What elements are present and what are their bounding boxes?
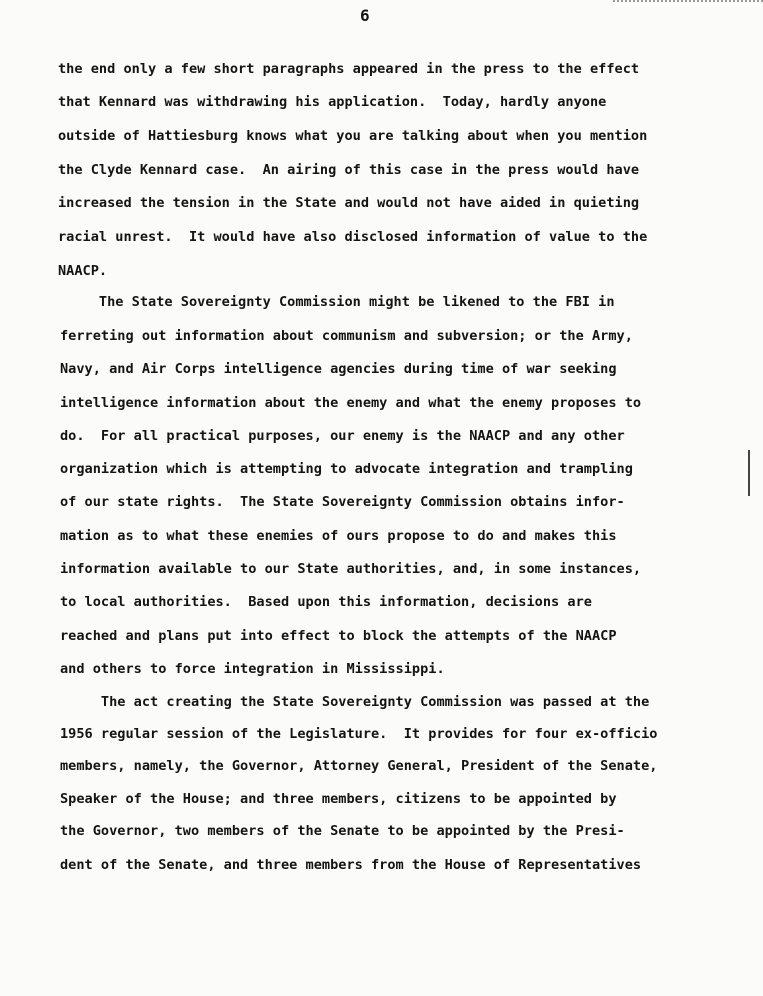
text-line: NAACP. — [58, 263, 108, 279]
text-line: racial unrest. It would have also disclosed information of value to the — [58, 229, 648, 245]
text-line: that Kennard was withdrawing his application. Today, hardly anyone — [58, 94, 607, 110]
text-line: reached and plans put into effect to block the attempts of the NAACP — [60, 628, 617, 644]
text-line: information available to our State authorities, and, in some instances, — [60, 561, 642, 577]
text-line: The act creating the State Sovereignty Commission was passed at the — [60, 694, 650, 710]
margin-mark — [748, 450, 750, 496]
top-edge-dots — [613, 0, 763, 8]
text-line: the Governor, two members of the Senate to be appointed by the Presi- — [60, 823, 625, 839]
text-line: 1956 regular session of the Legislature. It provides for four ex-officio — [60, 726, 658, 742]
text-line: organization which is attempting to advocate integration and trampling — [60, 461, 633, 477]
text-line: do. For all practical purposes, our enemy is the NAACP and any other — [60, 428, 625, 444]
text-line: ferreting out information about communism and subversion; or the Army, — [60, 328, 633, 344]
text-line: the end only a few short paragraphs appeared in the press to the effect — [58, 61, 640, 77]
text-line: Navy, and Air Corps intelligence agencies during time of war seeking — [60, 361, 617, 377]
text-line: outside of Hattiesburg knows what you are talking about when you mention — [58, 128, 648, 144]
text-line: Speaker of the House; and three members, citizens to be appointed by — [60, 791, 617, 807]
text-line: intelligence information about the enemy and what the enemy proposes to — [60, 395, 642, 411]
text-line: increased the tension in the State and would not have aided in quieting — [58, 195, 640, 211]
text-line: mation as to what these enemies of ours propose to do and makes this — [60, 528, 617, 544]
text-line: members, namely, the Governor, Attorney General, President of the Senate, — [60, 758, 658, 774]
text-line: The State Sovereignty Commission might be likened to the FBI in — [58, 294, 615, 310]
text-line: the Clyde Kennard case. An airing of this case in the press would have — [58, 162, 640, 178]
text-line: of our state rights. The State Sovereignty Commission obtains infor- — [60, 494, 625, 510]
text-line: and others to force integration in Mississippi. — [60, 661, 445, 677]
page-number: 6 — [360, 6, 370, 25]
text-line: to local authorities. Based upon this information, decisions are — [60, 594, 592, 610]
text-line: dent of the Senate, and three members from the House of Representatives — [60, 857, 642, 873]
